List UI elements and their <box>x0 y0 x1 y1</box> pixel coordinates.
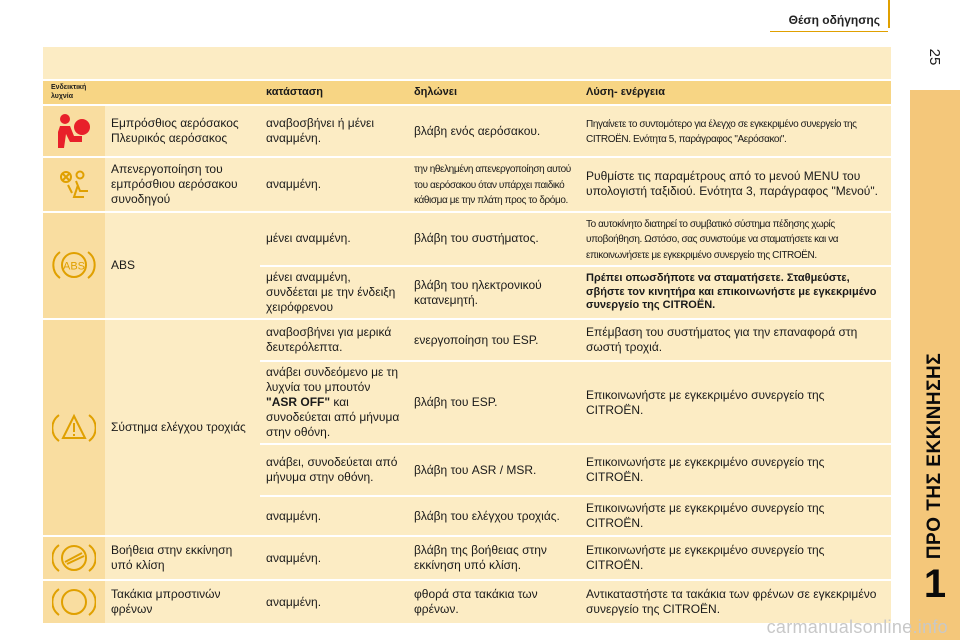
table-row <box>43 158 891 211</box>
chapter-title: ΠΡΟ ΤΗΣ ΕΚΚΙΝΗΣΗΣ <box>924 352 945 560</box>
passenger-airbag-off-icon <box>43 165 105 203</box>
table-top-band <box>43 47 891 79</box>
lamp-state: αναβοσβήνει ή μένει αναμμένη. <box>260 106 408 156</box>
table-row <box>43 537 891 579</box>
lamp-indicates: βλάβη της βοήθειας στην εκκίνηση υπό κλίση. <box>408 537 580 579</box>
lamp-action: Επικοινωνήστε με εγκεκριμένο συνεργείο της CITROËN. <box>580 445 891 495</box>
column-header-blank <box>105 81 260 104</box>
lamp-state: μένει αναμμένη, συνδέεται με την ένδειξη χειρόφρενου <box>260 267 408 318</box>
lamp-state: αναβοσβήνει για μερικά δευτερόλεπτα. <box>260 320 408 360</box>
lamp-action: Επέμβαση του συστήματος για την επαναφορά στη σωστή τροχιά. <box>580 320 891 360</box>
lamp-action: Το αυτοκίνητο διατηρεί το συμβατικό σύστημα πέδησης χωρίς υποβοήθηση. Ωστόσο, σας συνιστούμε να σταματήσετε και να επικοινωνήσετε με εγκεκριμένο συνεργείο της CITROËN. <box>580 213 891 266</box>
lamp-indicates: βλάβη ενός αερόσακου. <box>408 106 580 156</box>
lamp-state: ανάβει συνδεόμενο με τη λυχνία του μπουτόν "ASR OFF" και συνοδεύεται από μήνυμα στην οθόνη. <box>260 362 408 443</box>
table-row <box>43 106 891 156</box>
lamp-state: μένει αναμμένη. <box>260 213 408 266</box>
airbag-warning-icon <box>43 112 105 150</box>
lamp-name: Απενεργοποίηση του εμπρόσθιου αερόσακου συνοδηγού <box>105 158 260 211</box>
abs-icon <box>43 248 105 282</box>
lamp-indicates: ενεργοποίηση του ESP. <box>408 320 580 360</box>
svg-text:ABS: ABS <box>62 260 86 273</box>
table-row <box>43 581 891 623</box>
lamp-name: Σύστημα ελέγχου τροχιάς <box>105 320 260 535</box>
chapter-number: 1 <box>923 562 947 606</box>
column-header-state: κατάσταση <box>260 81 408 104</box>
lamp-action: Ρυθμίστε τις παραμέτρους από το μενού MENU του υπολογιστή ταξιδιού. Ενότητα 3, παράγραφος "Μενού". <box>580 158 891 211</box>
header-title: Θέση οδήγησης <box>788 13 880 27</box>
lamp-state: αναμμένη. <box>260 537 408 579</box>
lamp-icon-cell <box>43 537 105 579</box>
header-rule <box>770 31 888 32</box>
table-row <box>43 320 891 360</box>
lamp-name: ABS <box>105 213 260 319</box>
lamp-indicates: βλάβη του ESP. <box>408 362 580 443</box>
lamp-state: αναμμένη. <box>260 158 408 211</box>
lamp-action: Πηγαίνετε το συντομότερο για έλεγχο σε εγκεκριμένο συνεργείο της CITROËN. Ενότητα 5, παράγραφος "Αερόσακοι". <box>580 106 891 156</box>
watermark: carmanualsonline.info <box>766 617 948 637</box>
esp-warning-icon <box>43 410 105 446</box>
lamp-icon-cell <box>43 106 105 156</box>
lamp-indicates: βλάβη του ελέγχου τροχιάς. <box>408 497 580 535</box>
page-number: 25 <box>926 48 943 66</box>
lamp-state: αναμμένη. <box>260 581 408 623</box>
column-header-lamp: Ενδεικτική λυχνία <box>43 81 105 104</box>
lamp-action: Επικοινωνήστε με εγκεκριμένο συνεργείο της CITROËN. <box>580 362 891 443</box>
header-divider <box>888 0 890 28</box>
lamp-state: αναμμένη. <box>260 497 408 535</box>
lamp-icon-cell <box>43 320 105 535</box>
lamp-indicates: φθορά στα τακάκια των φρένων. <box>408 581 580 623</box>
warning-lamps-table <box>43 45 891 625</box>
lamp-action: Επικοινωνήστε με εγκεκριμένο συνεργείο της CITROËN. <box>580 497 891 535</box>
table-row <box>43 213 891 266</box>
lamp-indicates: βλάβη του συστήματος. <box>408 213 580 266</box>
column-header-action: Λύση- ενέργεια <box>580 81 891 104</box>
column-header-indicates: δηλώνει <box>408 81 580 104</box>
lamp-state: ανάβει, συνοδεύεται από μήνυμα στην οθόνη. <box>260 445 408 495</box>
table-header-row <box>43 81 891 104</box>
lamp-indicates: βλάβη του ASR / MSR. <box>408 445 580 495</box>
hill-start-assist-icon <box>43 540 105 576</box>
lamp-action: Επικοινωνήστε με εγκεκριμένο συνεργείο της CITROËN. <box>580 537 891 579</box>
lamp-name: Βοήθεια στην εκκίνηση υπό κλίση <box>105 537 260 579</box>
lamp-action: Αντικαταστήστε τα τακάκια των φρένων σε εγκεκριμένο συνεργείο της CITROËN. <box>580 581 891 623</box>
lamp-action: Πρέπει οπωσδήποτε να σταματήσετε. Σταθμεύστε, σβήστε τον κινητήρα και επικοινωνήστε με εγκεκριμένο συνεργείο της CITROËN. <box>580 267 891 318</box>
lamp-name: Τακάκια μπροστινών φρένων <box>105 581 260 623</box>
lamp-icon-cell <box>43 213 105 319</box>
asr-off-label: "ASR OFF" <box>266 395 331 409</box>
lamp-name: Εμπρόσθιος αερόσακος Πλευρικός αερόσακος <box>105 106 260 156</box>
lamp-icon-cell <box>43 581 105 623</box>
lamp-indicates: την ηθελημένη απενεργοποίηση αυτού του αερόσακου όταν υπάρχει παιδικό κάθισμα με την πλάτη προς το δρόμο. <box>408 158 580 211</box>
lamp-icon-cell <box>43 158 105 211</box>
brake-pad-wear-icon <box>43 584 105 620</box>
lamp-indicates: βλάβη του ηλεκτρονικού κατανεμητή. <box>408 267 580 318</box>
